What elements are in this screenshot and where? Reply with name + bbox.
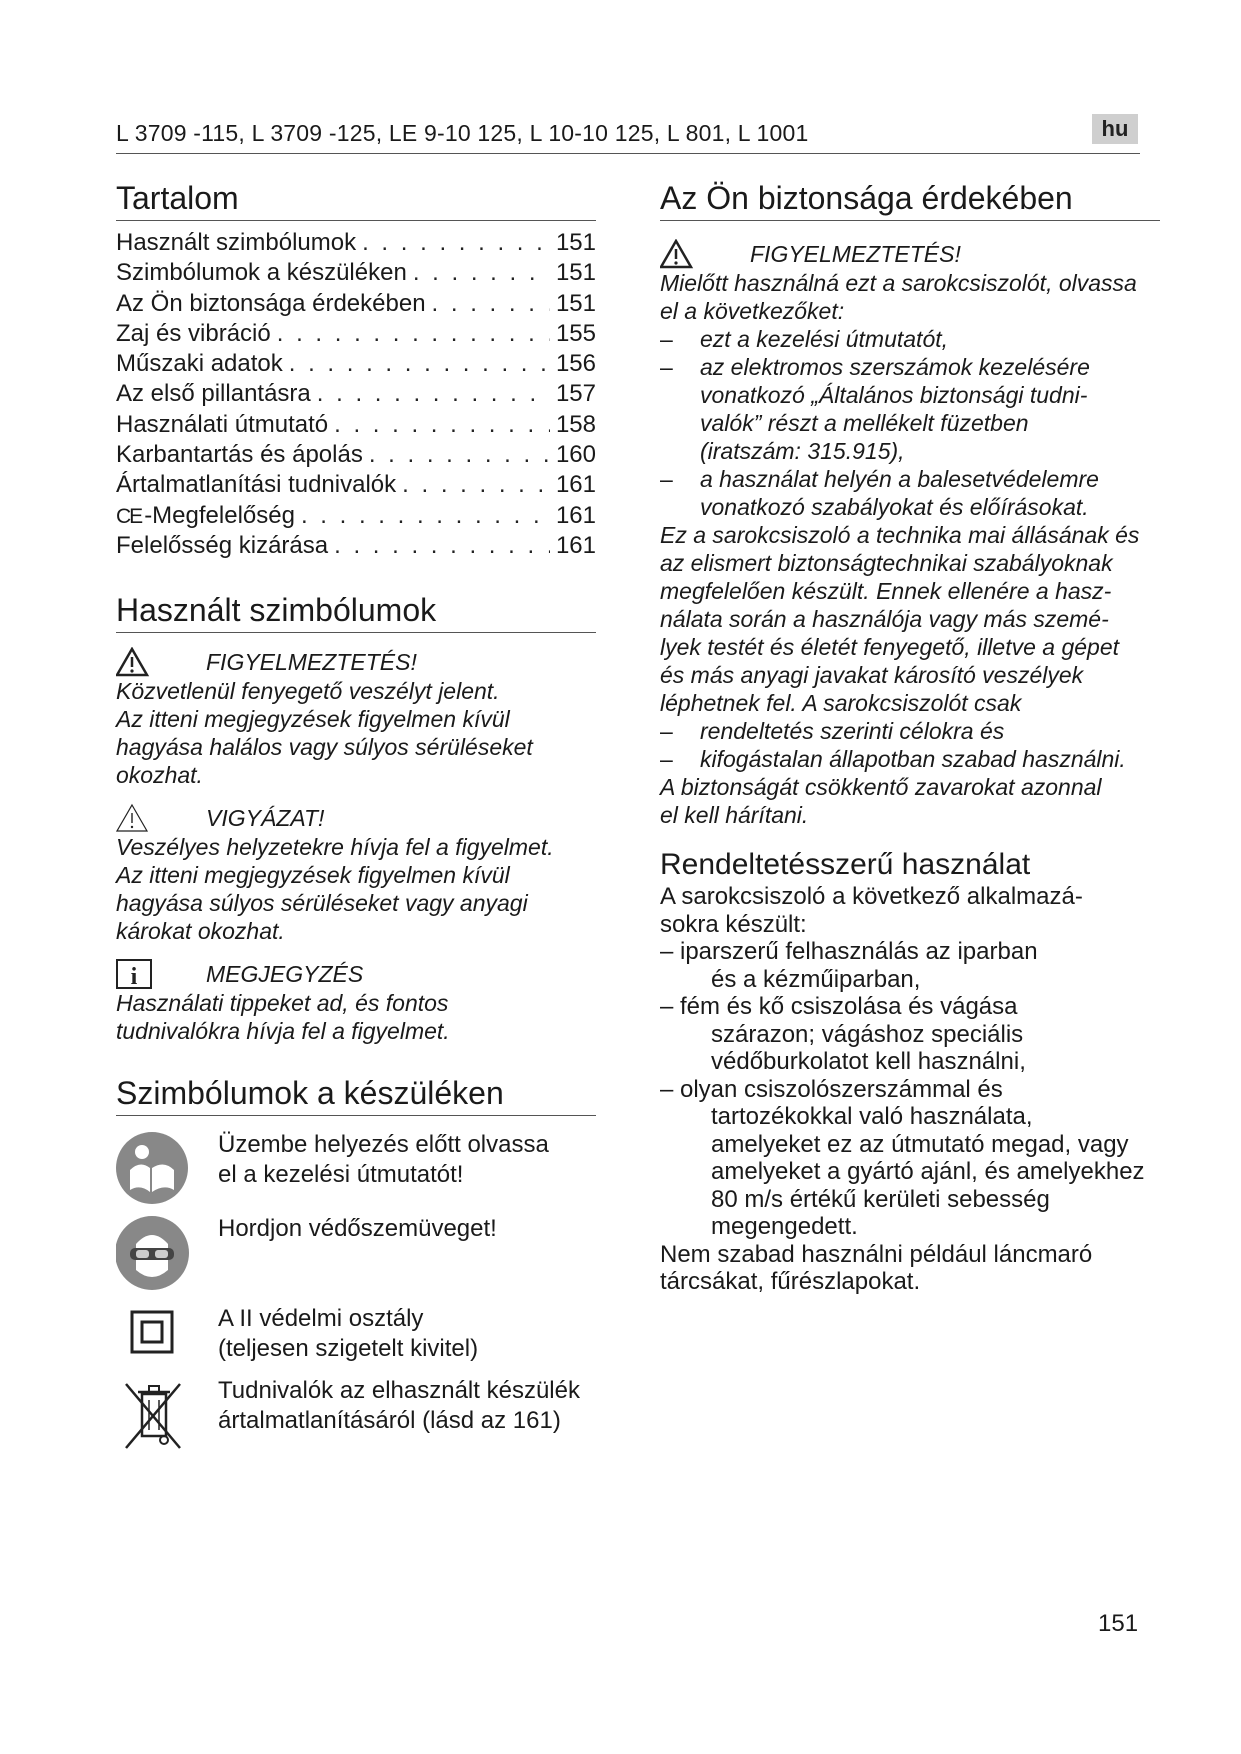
list-item: – olyan csiszolószerszámmal és tartozékokkal való használata, amelyeket ez az útmutató megad, vagy amelyeket a gyártó ajánl, és amelyekhez 80 m/s értékű kerületi sebesség megengedett. — [660, 1075, 1145, 1240]
toc-item: Ártalmatlanítási tudnivalók . . . 161 — [116, 471, 596, 501]
safety-warning-title: FIGYELMEZTETÉS! — [750, 240, 961, 267]
intended-use-intro: A sarokcsiszoló a következő alkalmazá- sokra készült: — [660, 883, 1083, 938]
toc-list — [116, 229, 596, 562]
list-item: – a használat helyén a balesetvédelemre vonatkozó szabályokat és előírásokat. — [660, 466, 1099, 520]
ce-mark-icon: CE — [116, 504, 142, 528]
toc-item: Az első pillantásra . . . 157 — [116, 380, 596, 410]
header-rule — [116, 153, 1140, 154]
safety-title: Az Ön biztonsága érdekében — [660, 178, 1160, 221]
list-item: – kifogástalan állapotban szabad használni. — [660, 746, 1126, 772]
safety-warning-notice — [660, 239, 1160, 269]
read-manual-icon — [116, 1130, 218, 1208]
caution-triangle-icon — [116, 803, 206, 833]
toc-item: Felelősség kizárása . . . 161 — [116, 532, 596, 562]
list-item: – ezt a kezelési útmutatót, — [660, 326, 949, 352]
warning-triangle-icon — [116, 647, 206, 677]
toc-item: Műszaki adatok . . . 156 — [116, 350, 596, 380]
toc-item: Zaj és vibráció . . . 155 — [116, 320, 596, 350]
symbol-row — [116, 1376, 596, 1456]
note-title: MEGJEGYZÉS — [206, 960, 364, 987]
warning-title: FIGYELMEZTETÉS! — [206, 648, 417, 675]
symbol-row — [116, 1214, 596, 1292]
header-models: L 3709 -115, L 3709 -125, LE 9-10 125, L 10-10 125, L 801, L 1001 — [116, 120, 809, 146]
warning-triangle-icon — [660, 239, 750, 269]
toc-item: Szimbólumok a készüléken . . . 151 — [116, 259, 596, 289]
safety-end: A biztonságát csökkentő zavarokat azonnal el kell hárítani. — [660, 774, 1102, 828]
toc-title: Tartalom — [116, 178, 596, 221]
symbol-row — [116, 1130, 596, 1208]
toc-item: Karbantartás és ápolás . . . 160 — [116, 441, 596, 471]
list-item: – rendeltetés szerinti célokra és — [660, 718, 1005, 744]
caution-notice — [116, 803, 596, 833]
safety-goggles-icon — [116, 1214, 218, 1292]
safety-paragraph: Ez a sarokcsiszoló a technika mai állásának és az elismert biztonságtechnikai szabályoknak megfelelően készült. Ennek ellenére a hasz- nálata során a használója vagy más szemé- lyek testét és életét fenyegető, illetve a gépet és más anyagi javakat károsító veszélyek léphetnek fel. A sarokcsiszolót csak — [660, 522, 1140, 716]
symbol-text: Hordjon védőszemüveget! — [218, 1215, 497, 1243]
warning-notice — [116, 647, 596, 677]
symbol-text: Üzembe helyezés előtt olvassa el a kezelési útmutatót! — [218, 1131, 549, 1189]
note-text: Használati tippeket ad, és fontos tudnivalókra hívja fel a figyelmet. — [116, 990, 450, 1045]
right-column — [660, 178, 1160, 1296]
protection-class-ii-icon — [116, 1304, 218, 1364]
left-column — [116, 178, 596, 1456]
intended-use-title: Rendeltetésszerű használat — [660, 848, 1031, 881]
symbol-text: A II védelmi osztály (teljesen szigetelt kivitel) — [218, 1305, 479, 1363]
crossed-bin-icon — [116, 1376, 218, 1456]
toc-item: Használati útmutató . . . 158 — [116, 411, 596, 441]
info-icon — [116, 959, 206, 989]
toc-item: Használt szimbólumok . . . 151 — [116, 229, 596, 259]
list-item: – fém és kő csiszolása és vágása szárazon; vágáshoz speciális védőburkolatot kell használni, — [660, 993, 1026, 1075]
caution-title: VIGYÁZAT! — [206, 804, 325, 831]
list-item: – az elektromos szerszámok kezelésére vonatkozó „Általános biztonsági tudni- valók” részt a mellékelt füzetben (iratszám: 315.915), — [660, 354, 1090, 464]
toc-item: CE -Megfelelőség . . . 161 — [116, 502, 596, 532]
caution-text: Veszélyes helyzetekre hívja fel a figyelmet. Az itteni megjegyzések figyelmen kívül hagyása súlyos sérüléseket vagy anyagi károkat okozhat. — [116, 834, 554, 945]
toc-item: Az Ön biztonsága érdekében . . . 151 — [116, 290, 596, 320]
symbol-text: Tudnivalók az elhasznált készülék ártalmatlanításáról (lásd az 161) — [218, 1377, 580, 1435]
list-item: – iparszerű felhasználás az iparban és a kézműiparban, — [660, 938, 1038, 993]
safety-intro: Mielőtt használná ezt a sarokcsiszolót, olvassa el a következőket: — [660, 270, 1137, 324]
warning-text: Közvetlenül fenyegető veszélyt jelent. Az itteni megjegyzések figyelmen kívül hagyása halálos vagy súlyos sérüléseket okozhat. — [116, 678, 533, 789]
symbols-used-title: Használt szimbólumok — [116, 590, 596, 633]
device-symbols-title: Szimbólumok a készüléken — [116, 1073, 596, 1116]
page-number: 151 — [1098, 1610, 1139, 1637]
language-tab: hu — [1092, 114, 1138, 144]
intended-use-outro: Nem szabad használni például láncmaró tárcsákat, fűrészlapokat. — [660, 1240, 1093, 1295]
note-notice — [116, 959, 596, 989]
symbol-row — [116, 1304, 596, 1364]
device-symbols-section — [116, 1073, 596, 1456]
symbols-used-section — [116, 590, 596, 1045]
svg-text:i: i — [130, 964, 138, 990]
